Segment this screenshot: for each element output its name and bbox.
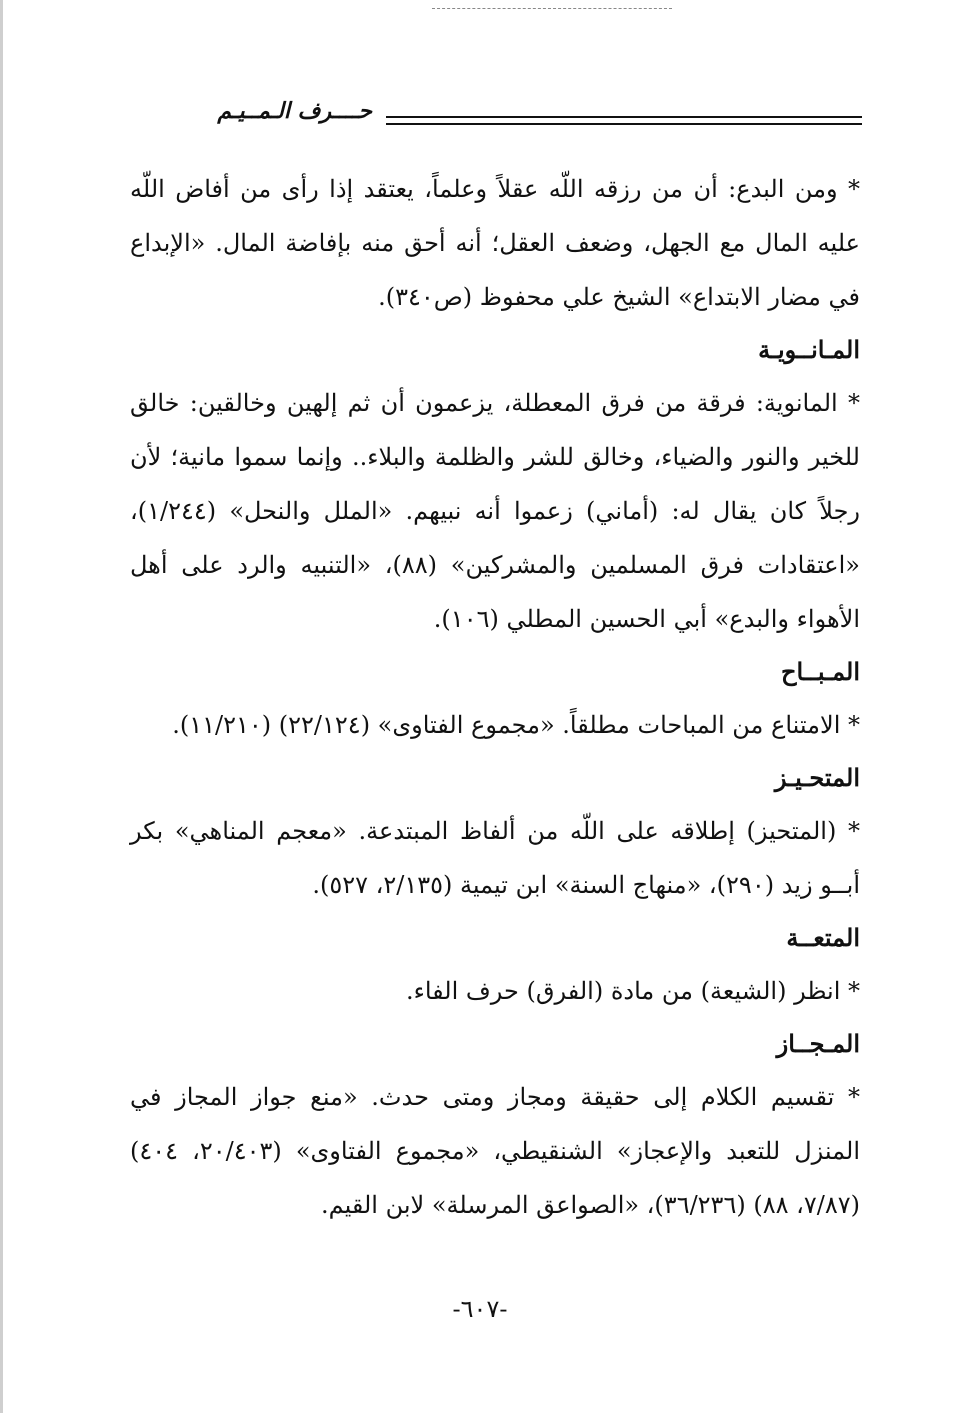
entry-majaz <box>130 1024 860 1232</box>
running-header <box>150 98 862 138</box>
entry-heading: المـانــويـة <box>758 335 860 364</box>
entry-bida-intro <box>130 162 860 324</box>
entry-text: * المانوية: فرقة من فرق المعطلة، يزعمون أن ثم إلهين وخالقين: خالق للخير والنور والضياء، وخالق للشر والظلمة والبلاء.. وإنما سموا مانية؛ لأن رجلاً كان يقال له: (أماني) زعموا أنه نبيهم. «الملل والنحل» (١/٢٤٤)، «اعتقادات فرق المسلمين والمشركين» (٨٨)، «التنبيه والرد على أهل الأهواء والبدع» أبي الحسين المطلي (١٠٦). <box>130 389 861 633</box>
entry-mutaa <box>130 918 860 1018</box>
scan-edge-shadow <box>0 0 3 1413</box>
entry-heading: المـجــاز <box>776 1029 860 1058</box>
header-double-rule <box>386 116 862 130</box>
entry-mutahayyiz <box>130 758 860 912</box>
entry-manawiya <box>130 330 860 646</box>
entry-text: * تقسيم الكلام إلى حقيقة ومجاز ومتى حدث. «منع جواز المجاز في المنزل للتعبد والإعجاز» الشنقيطي، «مجموع الفتاوى» (٢٠/٤٠٣، ٤٠٤) (٧/٨٧، ٨٨) (٣٦/٢٣٦)، «الصواعق المرسلة» لابن القيم. <box>130 1083 860 1219</box>
top-dashed-rule <box>432 8 672 9</box>
entry-heading: المتحـيـز <box>774 763 860 792</box>
entry-mubah <box>130 652 860 752</box>
entry-heading: المـبــاح <box>781 657 860 686</box>
entry-text: * ومن البدع: أن من رزقه اللّه عقلاً وعلماً، يعتقد إذا رأى من أفاض اللّه عليه المال مع الجهل، وضعف العقل؛ أنه أحق منه بإفاضة المال. «الإبداع في مضار الابتداع» الشيخ علي محفوظ (ص٣٤٠). <box>130 175 861 311</box>
entry-text: * (المتحيز) إطلاقه على اللّه من ألفاظ المبتدعة. «معجم المناهي» بكر أبــو زيد (٢٩٠)، «منهاج السنة» ابن تيمية (٢/١٣٥، ٥٢٧). <box>130 817 860 899</box>
page-content <box>130 162 860 1232</box>
entry-heading: المتعــة <box>786 923 860 952</box>
entry-text: * انظر (الشيعة) من مادة (الفرق) حرف الفاء. <box>405 977 860 1005</box>
page-number: -٦٠٧- <box>452 1295 508 1323</box>
entry-text: * الامتناع من المباحات مطلقاً. «مجموع الفتاوى» (٢٢/١٢٤) (١١/٢١٠). <box>172 711 860 739</box>
header-title: حــــرف الـمــيـم <box>217 98 372 124</box>
